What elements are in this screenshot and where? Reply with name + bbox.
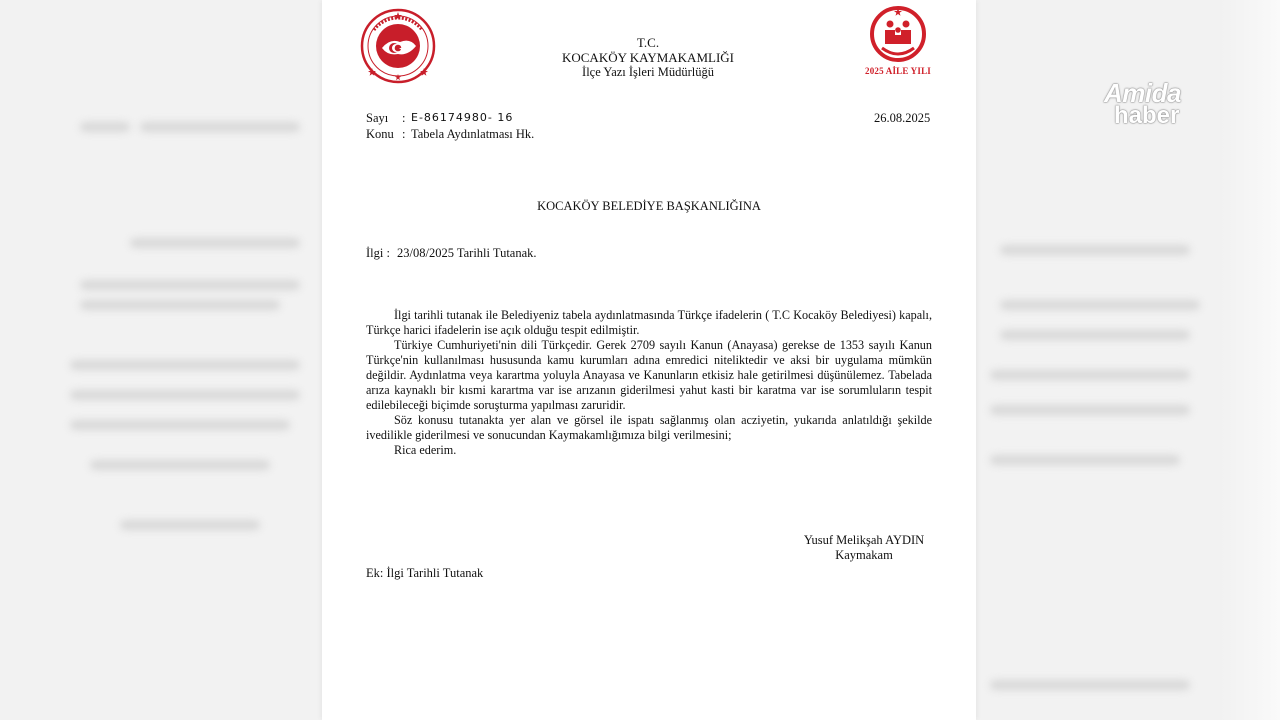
letter-date: 26.08.2025 [874,111,931,125]
governorship-seal-icon [360,8,436,84]
recipient: KOCAKÖY BELEDİYE BAŞKANLIĞINA [537,199,761,213]
family-year-logo-icon [862,4,934,64]
sayi-value: E-86174980- 16 [411,111,514,124]
tc-heading: T.C. [636,35,660,50]
sayi-label: Sayı [366,111,389,125]
body-paragraph-3: Söz konusu tutanakta yer alan ve görsel ile ispatı sağlanmış olan acziyetin, yukarıda anlatıldığı şekilde ivedilikle giderilmesi ve sonucundan Kaymakamlığımıza bilgi verilmesini; [366,413,932,442]
office-name: KOCAKÖY KAYMAKAMLIĞI [561,50,734,65]
konu-label: Konu [366,127,394,141]
body-paragraph-1: İlgi tarihli tutanak ile Belediyeniz tabela aydınlatmasında Türkçe ifadelerin ( T.C Kocaköy Belediyesi) kapalı, Türkçe harici ifadelerin ise açık olduğu tespit edilmiştir. [366,308,932,337]
ilgi-label: İlgi : [366,246,390,260]
signatory-name: Yusuf Melikşah AYDIN [803,533,925,547]
amida-haber-logo [1104,78,1204,134]
signatory-title: Kaymakam [835,548,893,562]
official-letter [322,0,976,720]
attachment-note: Ek: İlgi Tarihli Tutanak [366,566,484,580]
family-year-caption: 2025 AİLE YILI [865,66,931,76]
body-paragraph-2: Türkiye Cumhuriyeti'nin dili Türkçedir. Gerek 2709 sayılı Kanun (Anayasa) gerekse de 1353 sayılı Kanun Türkçe'nin kullanılması hususunda kamu kurumları adına emredici niteliktedir ve aksi bir uygulama mümkün değildir. Aydınlatma veya karartma yoluyla Anayasa ve Kanunların etkisiz hale getirilmesi düşünülemez. Tabelada arıza kaynaklı bir kısmi karartma var ise arızanın giderilmesi yahut kasti bir karatma var ise sorumluların tespit edilebileceği biçimde soruşturma yapılması zaruridir. [366,338,932,412]
watermark-top: Amida [1104,78,1181,108]
letter-body [366,308,932,458]
department-name: İlçe Yazı İşleri Müdürlüğü [582,65,714,79]
ilgi-value: 23/08/2025 Tarihli Tutanak. [397,246,537,260]
konu-value: Tabela Aydınlatması Hk. [411,127,535,141]
sayi-colon: : [402,111,406,125]
konu-colon: : [402,127,406,141]
body-paragraph-4: Rica ederim. [394,443,457,457]
watermark-bottom: haber [1114,102,1180,129]
